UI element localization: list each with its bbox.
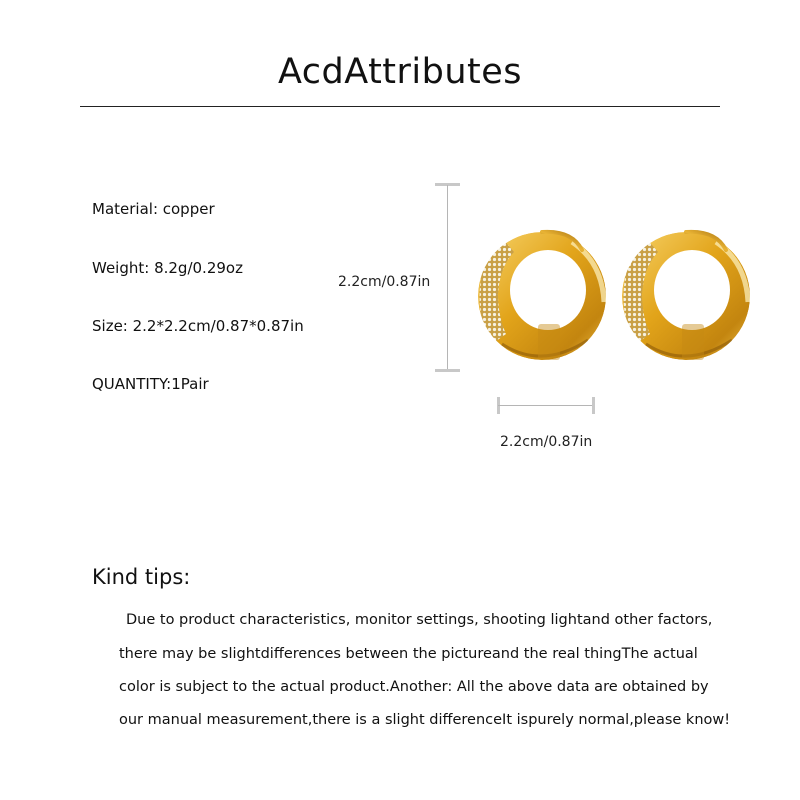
width-dimension-cap-right bbox=[592, 397, 595, 414]
width-dimension-label: 2.2cm/0.87in bbox=[500, 434, 593, 450]
tip-line: there may be slightdifferences between the pictureand the real thingThe actual bbox=[119, 646, 698, 662]
attribute-weight: Weight: 8.2g/0.29oz bbox=[92, 259, 243, 277]
tip-line: Due to product characteristics, monitor settings, shooting lightand other factors, bbox=[126, 612, 713, 628]
kind-tips-heading: Kind tips: bbox=[92, 565, 191, 589]
height-dimension-label: 2.2cm/0.87in bbox=[338, 274, 431, 290]
height-dimension-line bbox=[447, 185, 448, 371]
attribute-material: Material: copper bbox=[92, 200, 215, 218]
attribute-size: Size: 2.2*2.2cm/0.87*0.87in bbox=[92, 317, 304, 335]
tip-line: our manual measurement,there is a slight differenceIt ispurely normal,please know! bbox=[119, 712, 731, 728]
width-dimension-line bbox=[498, 405, 594, 406]
page-title: AcdAttributes bbox=[277, 52, 523, 92]
height-dimension-cap-bottom bbox=[435, 369, 460, 372]
title-divider bbox=[80, 106, 720, 107]
attribute-quantity: QUANTITY:1Pair bbox=[92, 375, 209, 393]
tip-line: color is subject to the actual product.Another: All the above data are obtained by bbox=[119, 679, 709, 695]
gold-hoop-earrings-photo bbox=[462, 212, 762, 372]
